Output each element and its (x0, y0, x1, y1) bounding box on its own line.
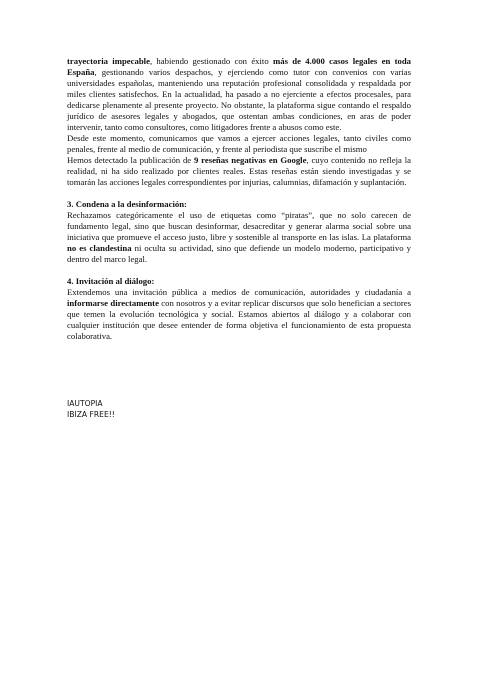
signature-line-slogan: IBIZA FREE!! (67, 410, 115, 419)
body-text: , habiendo gestionado con éxito (149, 56, 273, 66)
bold-text: trayectoria impecable (67, 56, 150, 66)
body-text: , gestionando varios despachos, y ejerciendo como tutor con convenios con varias universidades españolas, manteniendo una reputación profesional consolidada y respaldada por miles clientes satisfechos. En la actualidad, ha pasado a no ejerciente a efectos procesales, para dedicarse plenamente al presente proyecto. No obstante, la plataforma sigue contando el respaldo jurídico de asesores legales y abogados, que ostentan ambas condiciones, en aras de poder intervenir, tanto como consultores, como litigadores frente a abusos como este. (67, 67, 411, 132)
bold-text: no es clandestina (67, 243, 132, 253)
section-heading-dialogo: 4. Invitación al diálogo: (67, 276, 155, 286)
body-text: ni oculta su actividad, sino que defiende un modelo moderno, participativo y dentro del marco legal. (67, 243, 411, 264)
body-text: con nosotros y a evitar replicar discursos que solo benefician a sectores que temen la evolución tecnológica y social. Estamos abiertos al diálogo y a colaborar con cualquier institución que desee entender de forma objetiva el funcionamiento de esta propuesta colaborativa. (67, 298, 411, 341)
bold-text: 9 reseñas negativas en Google (193, 155, 307, 165)
body-text: , cuyo contenido no refleja la realidad, ni ha sido realizado por clientes reales. Estas reseñas están siendo investigadas y se tomarán las acciones legales correspondientes por injurias, calumnias, difamación y suplantación. (67, 155, 411, 187)
paragraph-legal-actions (67, 133, 411, 155)
spacer (67, 265, 411, 276)
body-text: Extendemos una invitación pública a medios de comunicación, autoridades y ciudadanía a (67, 287, 411, 297)
paragraph-condena (67, 210, 411, 265)
spacer (67, 188, 411, 199)
paragraph-lawyer-background (67, 56, 411, 133)
body-text: Rechazamos categóricamente el uso de etiquetas como “piratas”, que no solo carecen de fundamento legal, sino que buscan desinformar, desacreditar y generar alarma social sobre una iniciativa que promueve el acceso justo, libre y sostenible al transporte en las islas. La plataforma (67, 210, 411, 242)
paragraph-dialogo (67, 287, 411, 342)
document-body (67, 56, 411, 342)
signature-block (67, 398, 115, 420)
bold-text: informarse directamente (67, 298, 159, 308)
body-text: Hemos detectado la publicación de (67, 155, 194, 165)
body-text: Desde este momento, comunicamos que vamos a ejercer acciones legales, tanto civiles como penales, frente al medio de comunicación, y frente al periodista que suscribe el mismo (67, 133, 411, 154)
bold-text: más de 4.000 casos legales en toda España (67, 56, 411, 77)
section-heading-condena: 3. Condena a la desinformación: (67, 199, 187, 209)
paragraph-negative-reviews (67, 155, 411, 188)
signature-line-brand: IAUTOPIA (67, 399, 103, 408)
